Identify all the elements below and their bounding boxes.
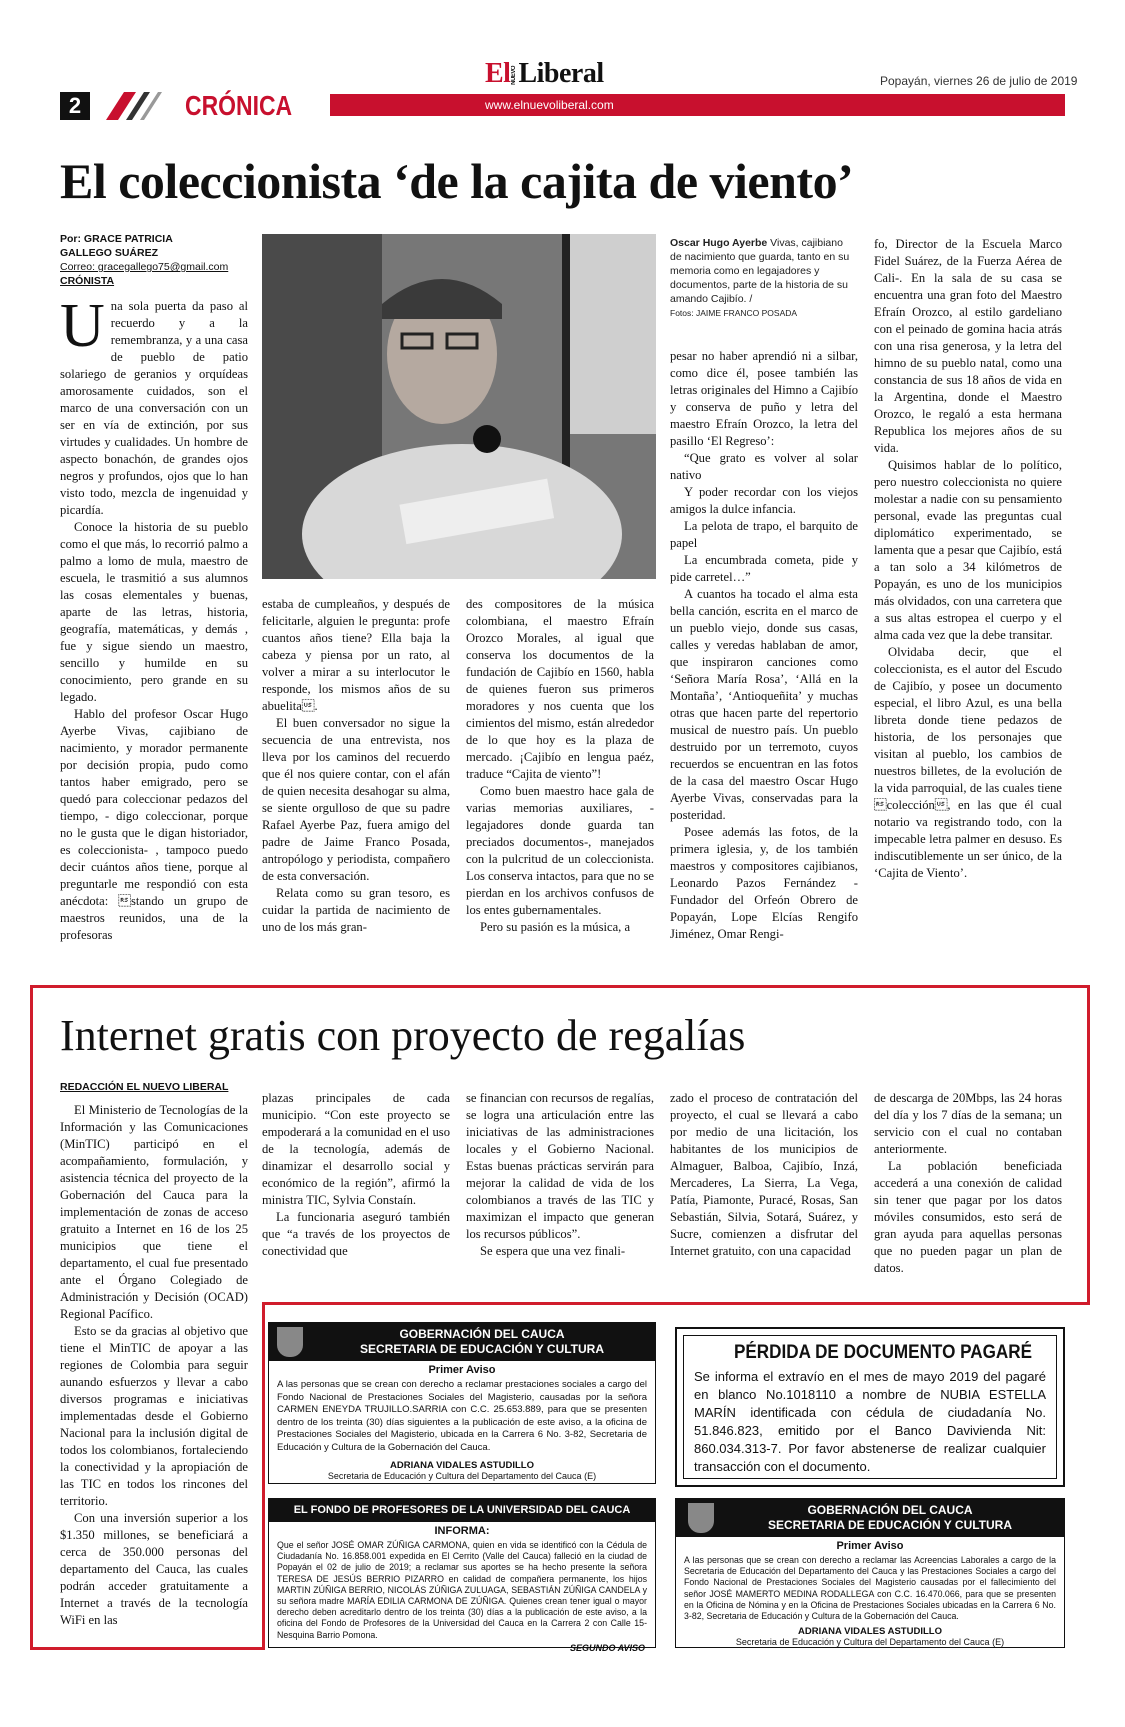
article2-byline: REDACCIÓN EL NUEVO LIBERAL [60,1081,229,1093]
article1-column-4: pesar no haber aprendió ni a silbar, como dice él, posee también las letras originales del Himno a Cajibío y conserva de puño y letra del maestro Efraín Orozco, la letra del pasillo ‘El Regreso’: “Que grato es volver al solar nativo Y poder recordar con los viejos amigos la dulce infancia. La pelota de trapo, el barquito de papel La encumbrada cometa, pide y pide carretel…” A cuantos ha tocado el alma esta bella canción, escrita en el marco de un pueblo viejo, donde sus casas, calles y veredas hablaban de amor, que inspiraron canciones como ‘Señora María Rosa’, ‘Allá en la Montaña’, ‘Antioqueñita’ y muchas otras que hacen parte del repertorio musical de nuestro país. Un pueblo destruido por un terremoto, cuyos recuerdos se encuentran en las fotos de la casa del maestro Oscar Hugo Ayerbe Vivas, conservadas para la posteridad. Posee además las fotos, de la primera iglesia, y, de los también maestros y compositores cajibianos, Leonardo Pazos Fernández -Fundador del Orfeón Obrero de Popayán, Lope Elcías Rengifo Jiménez, Omar Rengi- [670,349,858,941]
logo-el: El [485,58,511,89]
website-url: www.elnuevoliberal.com [485,98,614,112]
article2-column-5: de descarga de 20Mbps, las 24 horas del día y los 7 días de la semana; un servicio con el cual no contaban anteriormente. La población beneficiada accederá a una conexión de calidad sin tener que pagar por los datos móviles consumidos, esto será de gran ayuda para aquellas personas que no pueden pagar un plan de datos. [874,1091,1062,1275]
logo-liberal: Liberal [518,58,604,89]
notice-pagare: PÉRDIDA DE DOCUMENTO PAGARÉ Se informa el extravío en el mes de mayo 2019 del pagaré en blanco No.1018110 a nombre de NUBIA ESTELLA MARÍN identificada con cédula de ciudadanía No. 51.846.823, emitido por el Banco Davivienda Nit: 860.034.313-7. Por favor abstenerse de realizar cualquier transacción con el documento. [675,1327,1065,1487]
article2-column-2: plazas principales de cada municipio. “Con este proyecto se empoderará a la comunidad en el uso de la tecnología, además de dinamizar el desarrollo social y económico de la región”, afirmó la ministra TIC, Sylvia Constaín. La funcionaria aseguró también que “a través de los proyectos de conectividad que [262,1091,450,1258]
article2-column-3: se financian con recursos de regalías, se logra una articulación entre las iniciativas de las administraciones locales y el Gobierno Nacional. Estas buenas prácticas servirán para mejorar la calidad de vida de los colombianos a través de las TIC y maximizan el impacto que generan los recursos públicos”. Se espera que una vez finali- [466,1091,654,1258]
article1-column-5: fo, Director de la Escuela Marco Fidel Suárez, de la Fuerza Aérea de Cali-. En la sala de su casa se encuentra una gran foto del Maestro Efraín Orozco, al estilo gardeliano con el peinado de gomina hacia atrás con una risa generosa, y la letra del himno de su pueblo natal, como una constancia de sus 18 años de vida en la Argentina, donde el Maestro Orozco, le regaló a esta hermana Republica los mejores años de su vida. Quisimos hablar de lo político, pero nuestro coleccionista no quiere molestar a nadie con su pensamiento personal, evade las preguntas cual diplomático experimentado, se lamenta que a pesar que Cajibío, está a tan solo a 34 kilómetros de Popayán, es uno de los municipios más olvidados, con una carretera que a sus altas estropea el cuerpo y el alma cada vez que la debe transitar. Olvidaba decir, que el coleccionista, es el autor del Escudo de Cajibío, y posee un documento especial, el libro Azul, es una bella libreta donde tiene pedazos de historia, de los personajes que visitan al pueblo, los cambios de nuestros billetes, de la evolución de la vida parroquial, de las cuales tiene colección , en las que él cual notario va registrando todo, con la impecable letra palmer en desuso. Es indiscutiblemente un ser único, de la ‘Cajita de Viento’. [874,237,1062,880]
notice-gobernacion-2: GOBERNACIÓN DEL CAUCA SECRETARIA DE EDUCACIÓN Y CULTURA Primer Aviso A las personas que se crean con derecho a reclamar las Acreencias Laborales a cargo de la Secretaria de Educación del Departamento del Cauca y las Prestaciones Sociales a cargo del Fondo Nacional de Prestaciones Sociales del Magisterio causadas por el fallecimiento del señor JOSÉ MAMERTO MEDINA RODALLEGA con C.C. 16.470.066, para que se presenten en la Oficina de Nómina y en la Oficina de Prestaciones Sociales ubicadas en la Carrera 6 No. 3-82, Secretaria de Educación y Cultura de la Gobernación del Cauca. ADRIANA VIDALES ASTUDILLO Secretaria de Educación y Cultura del Departamento del Cauca (E) [675,1498,1065,1648]
coat-of-arms-icon [688,1503,714,1533]
issue-date: Popayán, viernes 26 de julio de 2019 [880,74,1078,88]
article1-col1-text: U na sola puerta da paso al recuerdo y a la remembranza, y a una casa de pueblo de patio solariego de geranios y orquídeas amorosamente cuidados, son el marco de una conversación con un ser en vía de extinción, por sus virtudes y cualidades. Un hombre de aspecto bonachón, de grandes ojos negros y profundos, ojos que lo han visto todo, mezcla de ingenuidad y picardía. Conoce la historia de su pueblo como el que más, lo recorrió palmo a palmo a lomo de mula, maestro de escuela, le trasmitió a sus alumnos las cosas elementales y buenas, aparte de las letras, historia, geografía, matemáticas, y demás , fue y sigue siendo un maestro, sencillo y humilde en su conocimiento, pero grande en su legado. Hablo del profesor Oscar Hugo Ayerbe Vivas, cajibiano de nacimiento, y morador permanente por decisión propia, pudo como tantos haber emigrado, pero se quedó para coleccionar pedazos del tiempo, - digo coleccionar, porque no le gusta que le digan historiador, es coleccionista- , tampoco puedo decir cuántos años tiene, porque al preguntarle me respondió con esta anécdota: stando un grupo de maestros reunidos, una de la profesoras [60,292,248,942]
notice-gobernacion-1: GOBERNACIÓN DEL CAUCA SECRETARIA DE EDUCACIÓN Y CULTURA Primer Aviso A las personas que se crean con derecho a reclamar prestaciones sociales a cargo del Fondo Nacional de Prestaciones Sociales del Magisterio, causadas por la señora CARMEN ENEYDA TRUJILLO.SARRIA con C.C. 25.653.889, para que se presenten dentro de los treinta (30) días siguientes a la publicación de este aviso, a la oficina de Prestaciones Sociales del Magisterio, ubicada en la Carrera 6 No. 3-82, Secretaria de Educación y Cultura de la Gobernación del Cauca. ADRIANA VIDALES ASTUDILLO Secretaria de Educación y Cultura del Departamento del Cauca (E) [268,1322,656,1484]
article2-column-4: zado el proceso de contratación del proyecto, el cual se llevará a cabo por medio de una licitación, los habitantes de los municipios de Almaguer, Balboa, Cajibío, Inzá, Mercaderes, La Sierra, La Vega, Patía, Piamonte, Puracé, Rosas, San Sebastián, Silvia, Sotará, Suárez, y Sucre, comienzen a disfrutar del Internet gratuito, con una capacidad [670,1091,858,1258]
notice-fondo-profesores: EL FONDO DE PROFESORES DE LA UNIVERSIDAD DEL CAUCA INFORMA: Que el señor JOSÉ OMAR ZÚÑIGA CARMONA, quien en vida se identificó con la Cédula de Ciudadanía No. 16.858.001 expedida en El Cerrito (Valle del Cauca) falleció en la ciudad de Popayán el 02 de julio de 2019; a reclamar sus aportes se ha hecho presente la señora TERESA DE JESÚS BERRIO PIZARRO en calidad de compañera permanente, los hijos MARTIN ZÚÑIGA BERRIO, NICOLÁS ZÚÑIGA ZULUAGA, SEBASTIÁN ZÚÑIGA CANDELA y su señora madre MARÍA EDILIA CARMONA DE ZÚÑIGA. Quienes crean tener igual o mayor derecho deben acreditarlo dentro de los treinta (30) días a la publicación de este aviso, a la oficina del Fondo de Profesores de la Universidad del Cauca en la Carrera 2 con Calle 15-Nesquina Barrio Pomona. SEGUNDO AVISO [268,1498,656,1648]
header-red-bar [330,94,1065,116]
section-title: CRÓNICA [185,90,293,121]
elderly-man-photo-icon [262,234,656,579]
article1-column-1 [60,232,248,972]
photo-caption: Oscar Hugo Ayerbe Vivas, cajibiano de nacimiento que guarda, tanto en su memoria como en legajadores y documentos, parte de la historia de su amando Cajibío. / Fotos: JAIME FRANCO POSADA [670,237,850,318]
article1-column-3: des compositores de la música colombiana, el maestro Efraín Orozco Morales, al igual que conserva los documentos de la fundación de Cajibío en 1560, habla de quienes fueron sus primeros moradores y nos cuenta que los cimientos del mismo, están alrededor de lo que hoy es la plaza de mercado. ¡Cajibío en lengua paéz, traduce “Cajita de viento”! Como buen maestro hace gala de varias memorias auxiliares, - legajadores donde guarda tan preciados documentos-, manejados con la pulcritud de un coleccionista. Los conserva intactos, para que no se pierdan en los archivos confusos de los entes gubernamentales. Pero su pasión es la música, a [466,597,654,934]
article1-headline: El coleccionista ‘de la cajita de viento’ [60,153,854,209]
byline-kicker: CRÓNISTA [60,275,115,287]
article2-headline: Internet gratis con proyecto de regalías [60,1011,746,1060]
page-number: 2 [60,92,90,120]
drop-cap: U [60,292,105,360]
photo-credit: Fotos: JAIME FRANCO POSADA [670,308,798,318]
byline-email: Correo: gracegallego75@gmail.com [60,261,229,273]
coat-of-arms-icon [277,1327,303,1357]
article2-frame-divider [262,1302,1090,1305]
logo-nuevo: NUEVO [511,66,518,85]
byline-author: Por: GRACE PATRICIA GALLEGO SUÁREZ [60,233,173,259]
section-slash-decoration [96,92,176,120]
article2-column-1: REDACCIÓN EL NUEVO LIBERAL El Ministerio de Tecnologías de la Información y las Comunicaciones (MinTIC) participó en el acompañamiento, formulación, y asistencia técnica del proyecto de la Gobernación del Cauca para la implementación de zonas de acceso gratuito a Internet en 16 de los 25 municipios que tiene el departamento, el cual fue presentado ante el Órgano Colegiado de Administración y Decisión (OCAD) Regional Pacífico. Esto se da gracias al objetivo que tiene el MinTIC de apoyar a las regiones de Colombia para seguir aunando esfuerzos y llevar a cabo diversos programas e iniciativas implementadas desde el Gobierno Nacional para la inclusión digital de todos los colombianos, fortaleciendo la conectividad y la apropiación de las TIC en todos los rincones del territorio. Con una inversión superior a los $1.350 millones, se beneficiará a cerca de 350.000 personas del departamento del Cauca, las cuales podrán acceder gratuitamente a Internet a través de la tecnología WiFi en las [60,1081,248,1627]
article1-photo [262,234,656,579]
article1-column-2: estaba de cumpleaños, y después de felicitarle, alguien le pregunta: profe cuantos años tiene? Ella baja la cabeza y piensa por un rato, al volver a mirar a su interlocutor le responde, los mismos años de su abuelita . El buen conversador no sigue la secuencia de una entrevista, nos lleva por los caminos del recuerdo que él nos quiere contar, con el afán de quien necesita desahogar su alma, se siente orgulloso de que su padre Rafael Ayerbe Paz, fuera amigo del padre de Jaime Franco Posada, antropólogo y periodista, compañero de esta conversación. Relata como su gran tesoro, es cuidar la partida de nacimiento de uno de los más gran- [262,597,450,934]
newspaper-logo [485,58,604,90]
